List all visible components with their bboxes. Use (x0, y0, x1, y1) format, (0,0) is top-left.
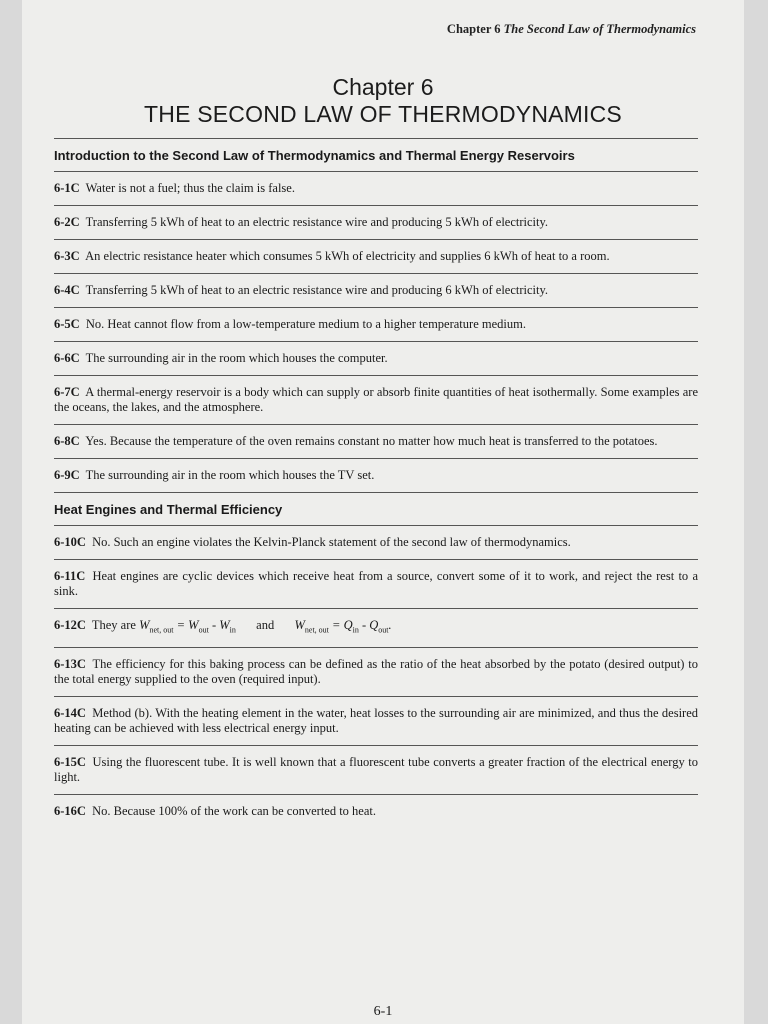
problem-code: 6-2C (54, 215, 80, 229)
equation-conjunction: and (256, 618, 275, 632)
problem-item (54, 609, 698, 647)
problem-item (54, 560, 698, 608)
problem-code: 6-12C (54, 618, 86, 632)
problem-answer: The efficiency for this baking process can be defined as the ratio of the heat absorbed by the potato (desired output) to the total energy supplied to the oven (required input). (54, 656, 698, 686)
problem-code: 6-1C (54, 181, 80, 195)
problem-code: 6-8C (54, 434, 80, 448)
problem-item (54, 795, 698, 828)
problem-answer: Water is not a fuel; thus the claim is false. (85, 181, 295, 195)
problem-item (54, 308, 698, 341)
problem-item (54, 459, 698, 492)
chapter-title: THE SECOND LAW OF THERMODYNAMICS (144, 101, 622, 127)
problem-answer: A thermal-energy reservoir is a body which can supply or absorb finite quantities of heat isothermally. Some examples are the oceans, the lakes, and the atmosphere. (54, 385, 699, 414)
running-head-chapter: Chapter 6 (446, 22, 501, 36)
problem-code: 6-14C (54, 705, 86, 720)
problem-answer: They are (91, 618, 136, 632)
problem-item (54, 240, 698, 273)
problem-answer: Yes. Because the temperature of the oven remains constant no matter how much heat is transferred to the potatoes. (85, 434, 658, 448)
running-head (447, 22, 696, 37)
problem-answer: Heat engines are cyclic devices which receive heat from a source, convert some of it to work, and reject the rest to a sink. (54, 569, 699, 598)
problem-item (54, 746, 698, 794)
problem-item (54, 342, 698, 375)
problem-code: 6-16C (54, 803, 86, 818)
problem-answer: No. Such an engine violates the Kelvin-Planck statement of the second law of thermodynamics. (92, 535, 571, 549)
heat-equation: $W_{net, out} = Q_{in} - Q_{out}$. (294, 618, 392, 635)
problem-answer: The surrounding air in the room which houses the TV set. (85, 468, 375, 482)
problem-answer: Transferring 5 kWh of heat to an electric resistance wire and producing 6 kWh of electricity. (85, 283, 549, 297)
problem-code: 6-11C (54, 569, 86, 583)
section-heading: Heat Engines and Thermal Efficiency (54, 502, 283, 517)
page-sheet (22, 0, 744, 1024)
problem-answer: The surrounding air in the room which houses the computer. (85, 351, 388, 365)
problem-code: 6-4C (54, 283, 80, 297)
problem-item (54, 172, 698, 205)
problem-answer: Method (b). With the heating element in the water, heat losses to the surrounding air are minimized, and thus the desired heating can be achieved with less electrical energy input. (54, 705, 698, 735)
chapter-number: Chapter 6 (332, 74, 434, 100)
running-head-title: The Second Law of Thermodynamics (503, 22, 696, 36)
work-equation: $W_{net, out} = W_{out} - W_{in}$ (139, 618, 236, 635)
chapter-title-block (22, 74, 744, 128)
problem-code: 6-9C (54, 468, 80, 482)
page-content (54, 138, 698, 828)
problem-answer: No. Because 100% of the work can be converted to heat. (92, 803, 377, 818)
problem-code: 6-10C (54, 535, 86, 549)
problem-item (54, 206, 698, 239)
problem-item (54, 274, 698, 307)
problem-item (54, 697, 698, 745)
problem-answer: No. Heat cannot flow from a low-temperature medium to a higher temperature medium. (85, 317, 526, 331)
problem-answer: An electric resistance heater which consumes 5 kWh of electricity and supplies 6 kWh of heat to a room. (85, 249, 610, 263)
problem-code: 6-6C (54, 351, 80, 365)
problem-item (54, 376, 698, 424)
problem-code: 6-13C (54, 656, 86, 671)
problem-code: 6-7C (54, 385, 80, 399)
problem-code: 6-5C (54, 317, 80, 331)
problem-item (54, 648, 698, 696)
problem-code: 6-3C (54, 249, 80, 263)
problem-answer: Transferring 5 kWh of heat to an electric resistance wire and producing 5 kWh of electricity. (85, 215, 549, 229)
problem-item (54, 526, 698, 559)
problem-code: 6-15C (54, 754, 86, 769)
problem-answer: Using the fluorescent tube. It is well known that a fluorescent tube converts a greater fraction of the electrical energy to light. (54, 754, 698, 784)
problem-item (54, 425, 698, 458)
page-number: 6-1 (373, 1004, 393, 1019)
section-heading: Introduction to the Second Law of Thermodynamics and Thermal Energy Reservoirs (54, 148, 575, 163)
